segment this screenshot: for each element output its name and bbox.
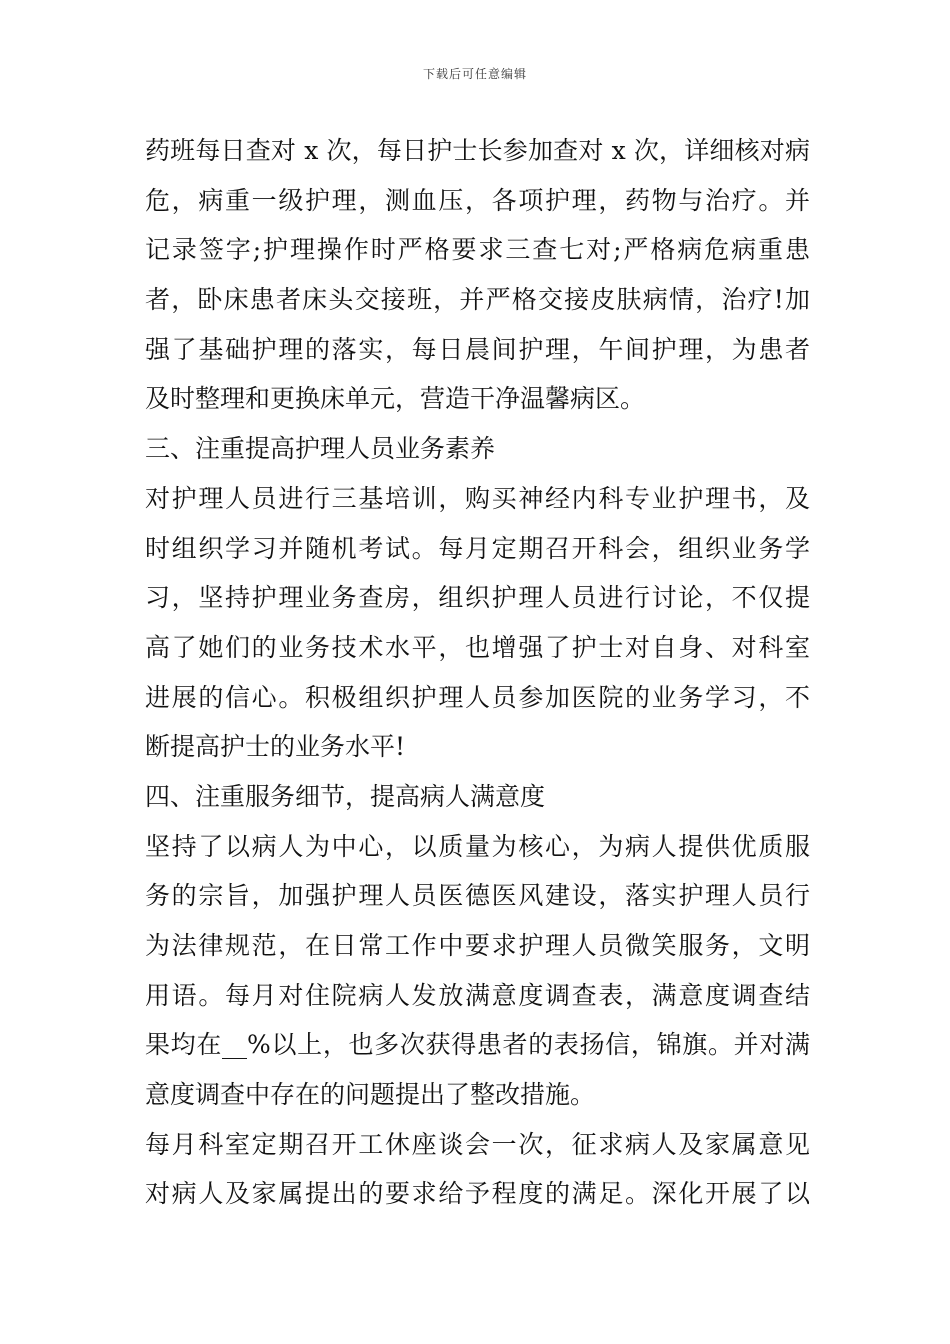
section-heading: 四、注重服务细节，提高病人满意度: [145, 781, 546, 811]
paragraph-line: 进展的信心。积极组织护理人员参加医院的业务学习，不: [145, 682, 810, 712]
paragraph-line: 者，卧床患者床头交接班，并严格交接皮肤病情，治疗!加: [145, 285, 810, 315]
page-header: 下载后可任意编辑: [422, 67, 527, 81]
paragraph-line: 习，坚持护理业务查房，组织护理人员进行讨论，不仅提: [145, 583, 810, 613]
paragraph-line: 每月科室定期召开工休座谈会一次，征求病人及家属意见: [145, 1129, 810, 1159]
section-heading: 三、注重提高护理人员业务素养: [145, 434, 496, 464]
paragraph-line: 果均在__%以上，也多次获得患者的表扬信，锦旗。并对满: [145, 1030, 810, 1060]
paragraph-line: 意度调查中存在的问题提出了整改措施。: [145, 1080, 596, 1110]
paragraph-line: 断提高护士的业务水平!: [145, 732, 406, 762]
paragraph-line: 药班每日查对 x 次，每日护士长参加查对 x 次，详细核对病: [145, 136, 810, 165]
paragraph-line: 为法律规范，在日常工作中要求护理人员微笑服务，文明: [145, 931, 810, 960]
paragraph-line: 强了基础护理的落实，每日晨间护理，午间护理，为患者: [145, 334, 810, 364]
paragraph-line: 高了她们的业务技术水平，也增强了护士对自身、对科室: [145, 632, 810, 662]
paragraph-line: 务的宗旨，加强护理人员医德医风建设，落实护理人员行: [145, 881, 810, 911]
paragraph-line: 及时整理和更换床单元，营造干净温馨病区。: [145, 384, 646, 414]
paragraph-line: 用语。每月对住院病人发放满意度调查表，满意度调查结: [145, 980, 810, 1010]
paragraph-line: 记录签字;护理操作时严格要求三查七对;严格病危病重患: [145, 235, 810, 265]
paragraph-line: 对病人及家属提出的要求给予程度的满足。深化开展了以: [145, 1179, 810, 1209]
paragraph-line: 时组织学习并随机考试。每月定期召开科会，组织业务学: [145, 533, 810, 563]
paragraph-line: 对护理人员进行三基培训，购买神经内科专业护理书，及: [145, 483, 810, 513]
paragraph-line: 危，病重一级护理，测血压，各项护理，药物与治疗。并: [145, 185, 810, 215]
document-body: [145, 126, 810, 1219]
paragraph-line: 坚持了以病人为中心，以质量为核心，为病人提供优质服: [145, 831, 810, 861]
